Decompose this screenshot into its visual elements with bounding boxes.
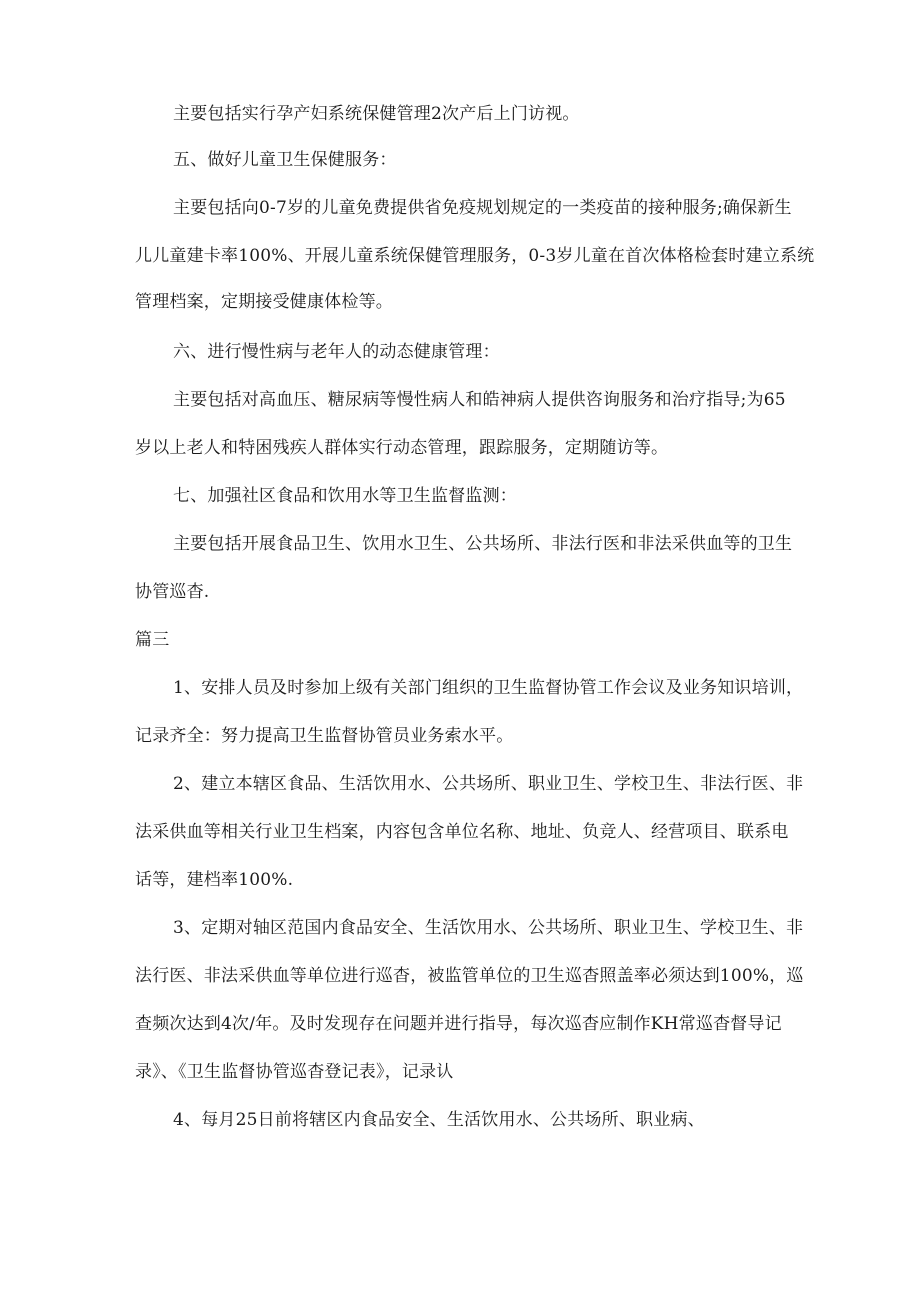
paragraph-line: 查频次达到4次/年。及时发现存在问题并进行指导，每次巡杳应制作KH常巡杳督导记 <box>135 1014 782 1034</box>
paragraph-line: 主要包括实行孕产妇系统保健管理2次产后上门访视。 <box>173 104 580 124</box>
paragraph-line: 法采供血等相关行业卫生档案，内容包含单位名称、地址、负竞人、经营项目、联系电 <box>135 822 789 842</box>
paragraph-line: 1、安排人员及时参加上级有关部门组织的卫生监督协管工作会议及业务知识培训， <box>173 678 804 698</box>
paragraph-line: 话等，建档率100%. <box>135 870 294 890</box>
paragraph-line: 法行医、非法采供血等单位进行巡杳，被监管单位的卫生巡杳照盖率必须达到100%，巡 <box>135 966 804 986</box>
section-heading: 五、做好儿童卫生保健服务： <box>173 150 397 170</box>
paragraph-line: 主要包括开展食品卫生、饮用水卫生、公共场所、非法行医和非法采供血等的卫生 <box>173 534 793 554</box>
paragraph-line: 记录齐全：努力提高卫生监督协管员业务索水平。 <box>135 726 514 746</box>
paragraph-line: 2、建立本辖区食品、生活饮用水、公共场所、职业卫生、学校卫生、非法行医、非 <box>173 774 804 794</box>
paragraph-line: 3、定期对轴区范国内食品安全、生活饮用水、公共场所、职业卫生、学校卫生、非 <box>173 918 804 938</box>
paragraph-line: 管理档案，定期接受健康体检等。 <box>135 292 393 312</box>
paragraph-line: 主要包括对高血压、糖尿病等慢性病人和皓神病人提供咨询服务和治疗指导;为65 <box>173 390 786 410</box>
paragraph-line: 主要包括向0-7岁的儿童免费提供省免疫规划规定的一类疫苗的接种服务;确保新生 <box>173 198 792 218</box>
paragraph-line: 录》、《卫生监督协管巡杳登记表》，记录认 <box>135 1062 454 1082</box>
paragraph-line: 协管巡杳. <box>135 582 210 602</box>
section-heading: 六、进行慢性病与老年人的动态健康管理： <box>173 342 500 362</box>
chapter-heading: 篇三 <box>135 630 170 650</box>
paragraph-line: 4、每月25日前将辖区内食品安全、生活饮用水、公共场所、职业病、 <box>173 1110 705 1130</box>
section-heading: 七、加强社区食品和饮用水等卫生监督监测： <box>173 486 517 506</box>
paragraph-line: 儿儿童建卡率100%、开展儿童系统保健管理服务，0-3岁儿童在首次体格检套时建立系统 <box>135 246 815 266</box>
paragraph-line: 岁以上老人和特困残疾人群体实行动态管理，跟踪服务，定期随访等。 <box>135 438 669 458</box>
